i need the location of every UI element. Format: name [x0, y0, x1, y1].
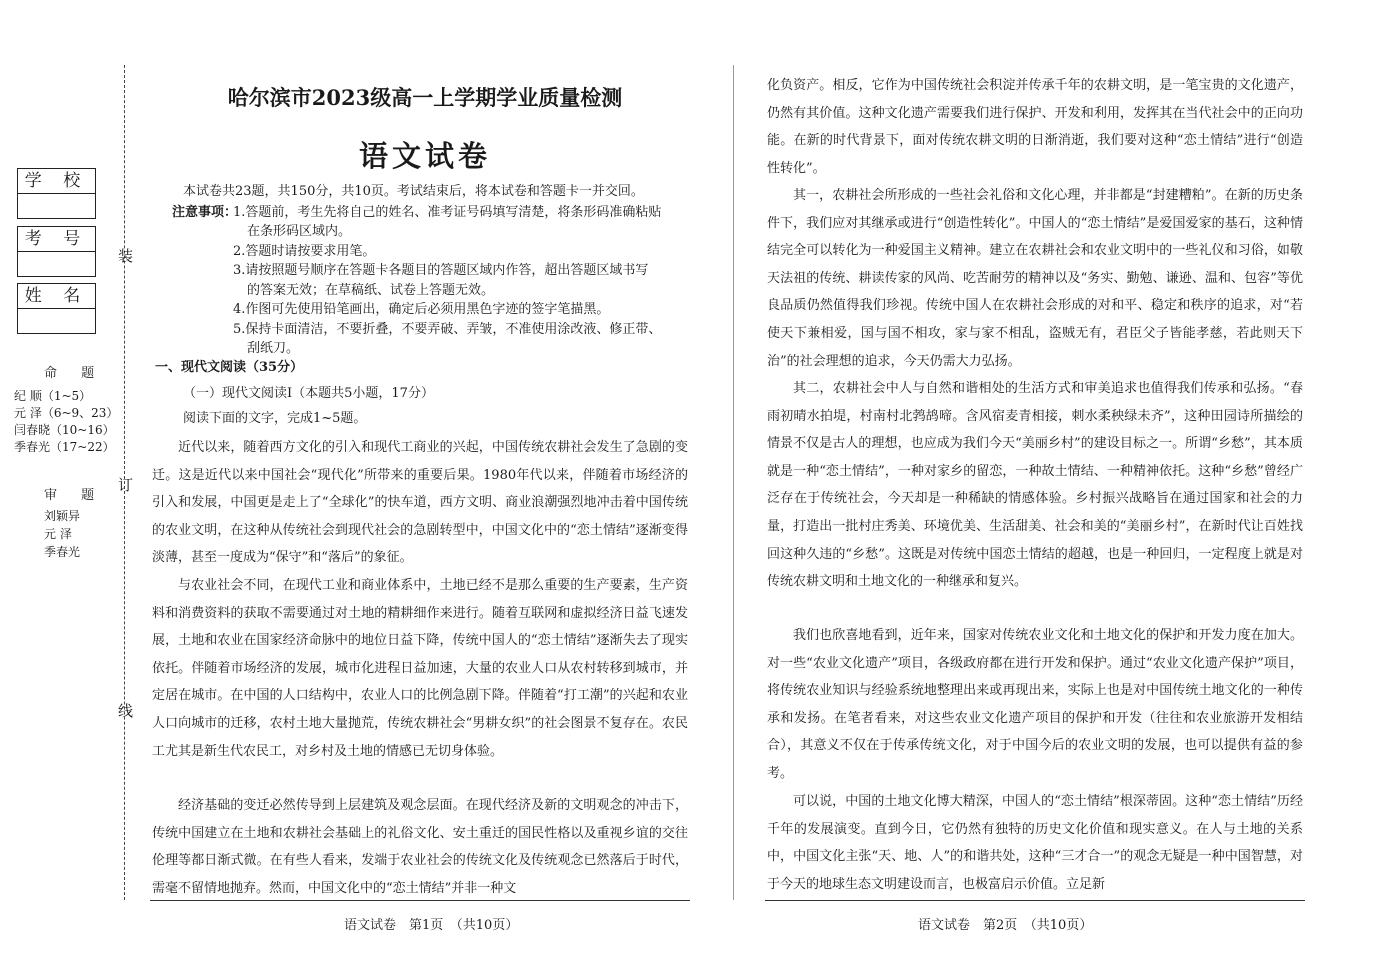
note-line: 1.答题前，考生先将自己的姓名、准考证号码填写清楚，将条形码准确粘贴 — [233, 205, 662, 220]
subject-title: 语文试卷 — [358, 139, 491, 173]
notes-label: 注意事项： — [172, 205, 238, 220]
page1-footer-rule — [150, 900, 690, 901]
school-field[interactable] — [17, 168, 96, 219]
author-item: 季春光（17~22） — [14, 440, 115, 454]
section-heading: 一、现代文阅读（35分） — [155, 360, 304, 375]
page-divider — [733, 65, 734, 900]
page1-footer: 语文试卷 第1页 （共10页） — [344, 918, 519, 933]
binding-mark: 线 — [118, 702, 134, 720]
page1-paragraph: 与农业社会不同，在现代工业和商业体系中，土地已经不是那么重要的生产要素，生产资料和消费资料的获取不需要通过对土地的精耕细作来进行。随着互联网和虚拟经济日益飞速发展，土地和农业在国家经济命脉中的地位日益下降，传统中国人的“恋土情结”逐渐失去了现实依托。伴随着市场经济的发展，城市化进程日益加速，大量的农业人口从农村转移到城市，并定居在城市。在中国的人口结构中，农业人口的比例急剧下降。伴随着“打工潮”的兴起和农业人口向城市的迁移，农村土地大量抛荒，传统农耕社会“男耕女织”的社会图景不复存在。农民工尤其是新生代农民工，对乡村及土地的情感已无切身体验。 — [152, 578, 688, 759]
proposition-heading: 命 题 — [44, 366, 105, 381]
binding-mark: 装 — [118, 247, 134, 265]
note-line: 4.作图可先使用铅笔画出，确定后必须用黑色字迹的签字笔描黑。 — [233, 302, 610, 317]
note-line: 的答案无效；在草稿纸、试卷上答题无效。 — [247, 283, 495, 298]
subsection-heading: （一）现代文阅读Ⅰ（本题共5小题，17分） — [183, 386, 434, 401]
note-line: 3.请按照题号顺序在答题卡各题目的答题区域内作答，超出答题区域书写 — [233, 263, 649, 278]
reviewer-item: 元 泽 — [44, 527, 72, 541]
page2-footer: 语文试卷 第2页 （共10页） — [918, 918, 1093, 933]
reviewer-item: 季春光 — [44, 545, 81, 559]
page2-paragraph: 我们也欣喜地看到，近年来，国家对传统农业文化和土地文化的保护和开发力度在加大。对一些“农业文化遗产”项目，各级政府都在进行开发和保护。通过“农业文化遗产保护”项目，将传统农业知识与经验系统地整理出来或再现出来，实际上也是对中国传统土地文化的一种传承和发扬。在笔者看来，对这些农业文化遗产项目的保护和开发（往往和农业旅游开发相结合），其意义不仅在于传承传统文化，对于中国今后的农业文明的发展，也可以提供有益的参考。 — [767, 628, 1303, 781]
review-heading: 审 题 — [44, 488, 105, 503]
page1-paragraph: 近代以来，随着西方文化的引入和现代工商业的兴起，中国传统农耕社会发生了急剧的变迁。这是近代以来中国社会“现代化”所带来的重要后果。1980年代以来，伴随着市场经济的引入和发展，中国更是走上了“全球化”的快车道，西方文明、商业浪潮强烈地冲击着中国传统的农业文明，在这种从传统社会到现代社会的急剧转型中，中国文化中的“恋土情结”逐渐变得淡薄，甚至一度成为“保守”和“落后”的象征。 — [152, 440, 688, 566]
note-line: 在条形码区域内。 — [247, 224, 352, 239]
page2-paragraph: 化负资产。相反，它作为中国传统社会积淀并传承千年的农耕文明，是一笔宝贵的文化遗产，仍然有其价值。这种文化遗产需要我们进行保护、开发和利用，发挥其在当代社会中的正向功能。在新的时代背景下，面对传统农耕文明的日渐消逝，我们要对这种“恋土情结”进行“创造性转化”。 — [767, 78, 1303, 176]
school-label: 学 校 — [18, 169, 95, 194]
exam-title: 哈尔滨市2023级高一上学期学业质量检测 — [227, 85, 623, 110]
exam-number-field[interactable] — [17, 226, 96, 277]
page2-paragraph: 其一，农耕社会所形成的一些社会礼俗和文化心理，并非都是“封建糟粕”。在新的历史条件下，我们应对其继承或进行“创造性转化”。中国人的“恋土情结”是爱国爱家的基石，这种情结完全可以转化为一种爱国主义精神。建立在农耕社会和农业文明中的一些礼仪和习俗，如敬天法祖的传统、耕读传家的风尚、吃苦耐劳的精神以及“务实、勤勉、谦逊、温和、包容”等优良品质仍然值得我们珍视。传统中国人在农耕社会形成的对和平、稳定和秩序的追求，对“若使天下兼相爱，国与国不相攻，家与家不相乱，盗贼无有，君臣父子皆能孝慈，若此则天下治”的社会理想的追求，今天仍需大力弘扬。 — [767, 188, 1303, 369]
note-line: 5.保持卡面清洁，不要折叠，不要弄破、弄皱，不准使用涂改液、修正带、 — [233, 322, 662, 337]
name-field[interactable] — [17, 283, 96, 334]
page2-paragraph: 可以说，中国的土地文化博大精深，中国人的“恋土情结”根深蒂固。这种“恋土情结”历经千年的发展演变。直到今日，它仍然有独特的历史文化价值和现实意义。在人与土地的关系中，中国文化主张“天、地、人”的和谐共处，这种“三才合一”的观念无疑是一种中国智慧，对于今天的地球生态文明建设而言，也极富启示价值。立足新 — [767, 794, 1303, 892]
reviewer-item: 刘颖异 — [44, 509, 81, 523]
instructions-intro: 本试卷共23题，共150分，共10页。考试结束后，将本试卷和答题卡一并交回。 — [183, 184, 644, 199]
page2-paragraph: 其二，农耕社会中人与自然和谐相处的生活方式和审美追求也值得我们传承和弘扬。“春雨初晴水拍堤，村南村北鹁鸪啼。含风宿麦青相接，刺水柔秧绿未齐”，这种田园诗所描绘的情景不仅是古人的理想，也应成为我们今天“美丽乡村”的建设目标之一。所谓“乡愁”，其本质就是一种“恋土情结”，一种对家乡的留恋，一种故土情结、一种精神依托。这种“乡愁”曾经广泛存在于传统社会，今天却是一种稀缺的情感体验。乡村振兴战略旨在通过国家和社会的力量，打造出一批村庄秀美、环境优美、生活甜美、社会和美的“美丽乡村”，在新时代让百姓找回这种久违的“乡愁”。这既是对传统中国恋土情结的超越，也是一种回归，一定程度上就是对传统农耕文明和土地文化的一种继承和复兴。 — [767, 381, 1303, 590]
note-line: 刮纸刀。 — [247, 341, 300, 356]
author-item: 纪 顺（1~5） — [14, 389, 92, 403]
author-item: 元 泽（6~9、23） — [14, 406, 119, 420]
name-label: 姓 名 — [18, 284, 95, 309]
author-item: 闫春晓（10~16） — [14, 423, 115, 437]
page2-footer-rule — [765, 900, 1305, 901]
binding-mark: 订 — [118, 476, 134, 494]
page1-paragraph: 经济基础的变迁必然传导到上层建筑及观念层面。在现代经济及新的文明观念的冲击下，传统中国建立在土地和农耕社会基础上的礼俗文化、安土重迁的国民性格以及重视乡谊的交往伦理等都日渐式微。在有些人看来，发端于农业社会的传统文化及传统观念已然落后于时代，需毫不留情地抛弃。然而，中国文化中的“恋土情结”并非一种文 — [152, 798, 688, 896]
reading-direction: 阅读下面的文字，完成1~5题。 — [183, 411, 367, 426]
note-line: 2.答题时请按要求用笔。 — [233, 244, 376, 259]
exam-number-label: 考 号 — [18, 227, 95, 252]
